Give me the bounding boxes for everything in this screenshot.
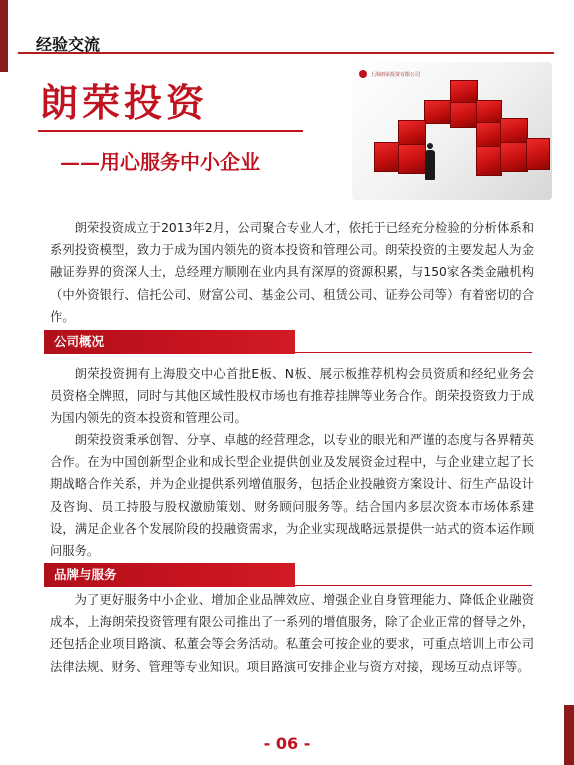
section-heading-brand-service: 品牌与服务: [44, 563, 295, 587]
red-block: [526, 138, 550, 170]
page-title: 朗荣投资: [40, 80, 209, 125]
red-block: [398, 144, 426, 174]
page-number: - 06 -: [263, 734, 311, 753]
intro-paragraph: 朗荣投资成立于2013年2月，公司聚合专业人才，依托于已经充分检验的分析体系和系列投资模型，致力于成为国内领先的资本投资和管理公司。朗荣投资的主要发起人为金融证券界的资深人士，总经理方顺刚在业内具有深厚的资源积累，与150家各类金融机构（中外资银行、信托公司、财富公司、基金公司、租赁公司、证券公司等）有着密切的合作。: [50, 221, 534, 324]
red-block: [500, 118, 528, 144]
person-icon: [427, 143, 433, 149]
title-divider: [38, 130, 303, 132]
hero-logo-text: 上海朗荣投资有限公司: [370, 72, 421, 78]
red-block: [476, 100, 502, 124]
section-heading-company-overview: 公司概况: [44, 330, 295, 354]
hero-image: [352, 62, 552, 200]
red-block: [450, 102, 478, 128]
corner-decoration-top: [0, 0, 8, 72]
overview-paragraph-2: 朗荣投资秉承创智、分享、卓越的经营理念，以专业的眼光和严谨的态度与各界精英合作。在为中国创新型企业和成长型企业提供创业及发展资金过程中，与企业建立起了长期战略合作关系，并为企业提供系列增值服务，包括企业投融资方案设计、衍生产品设计及咨询、员工持股与股权激励策划、财务顾问服务等。结合国内多层次资本市场体系建设，满足企业各个发展阶段的投融资需求，为企业实现战略远景提供一站式的资本运作顾问服务。: [50, 433, 534, 559]
person-figure: [425, 150, 435, 180]
overview-paragraph-1: 朗荣投资拥有上海股交中心首批E板、N板、展示板推荐机构会员资质和经纪业务会员资格全牌照，同时与其他区域性股权市场也有推荐挂牌等业务合作。朗荣投资致力于成为国内领先的资本投资和管理公司。: [50, 367, 534, 426]
page-subtitle: ——用心服务中小企业: [60, 150, 260, 174]
red-block: [424, 100, 452, 124]
section-label: 经验交流: [36, 35, 101, 54]
company-logo-icon: [359, 70, 367, 78]
red-block: [450, 80, 478, 104]
brand-service-paragraph: 为了更好服务中小企业、增加企业品牌效应、增强企业自身管理能力、降低企业融资成本，上海朗荣投资管理有限公司推出了一系列的增值服务，除了企业正常的督导之外，还包括企业项目路演、私董会等会务活动。私董会可按企业的要求，可重点培训上市公司法律法规、财务、管理等专业知识。项目路演可安排企业与资方对接，现场互动点评等。: [50, 593, 534, 674]
red-block: [398, 120, 426, 146]
red-block: [476, 146, 502, 176]
red-block: [476, 122, 502, 148]
red-block: [500, 142, 528, 172]
red-block: [374, 142, 400, 172]
